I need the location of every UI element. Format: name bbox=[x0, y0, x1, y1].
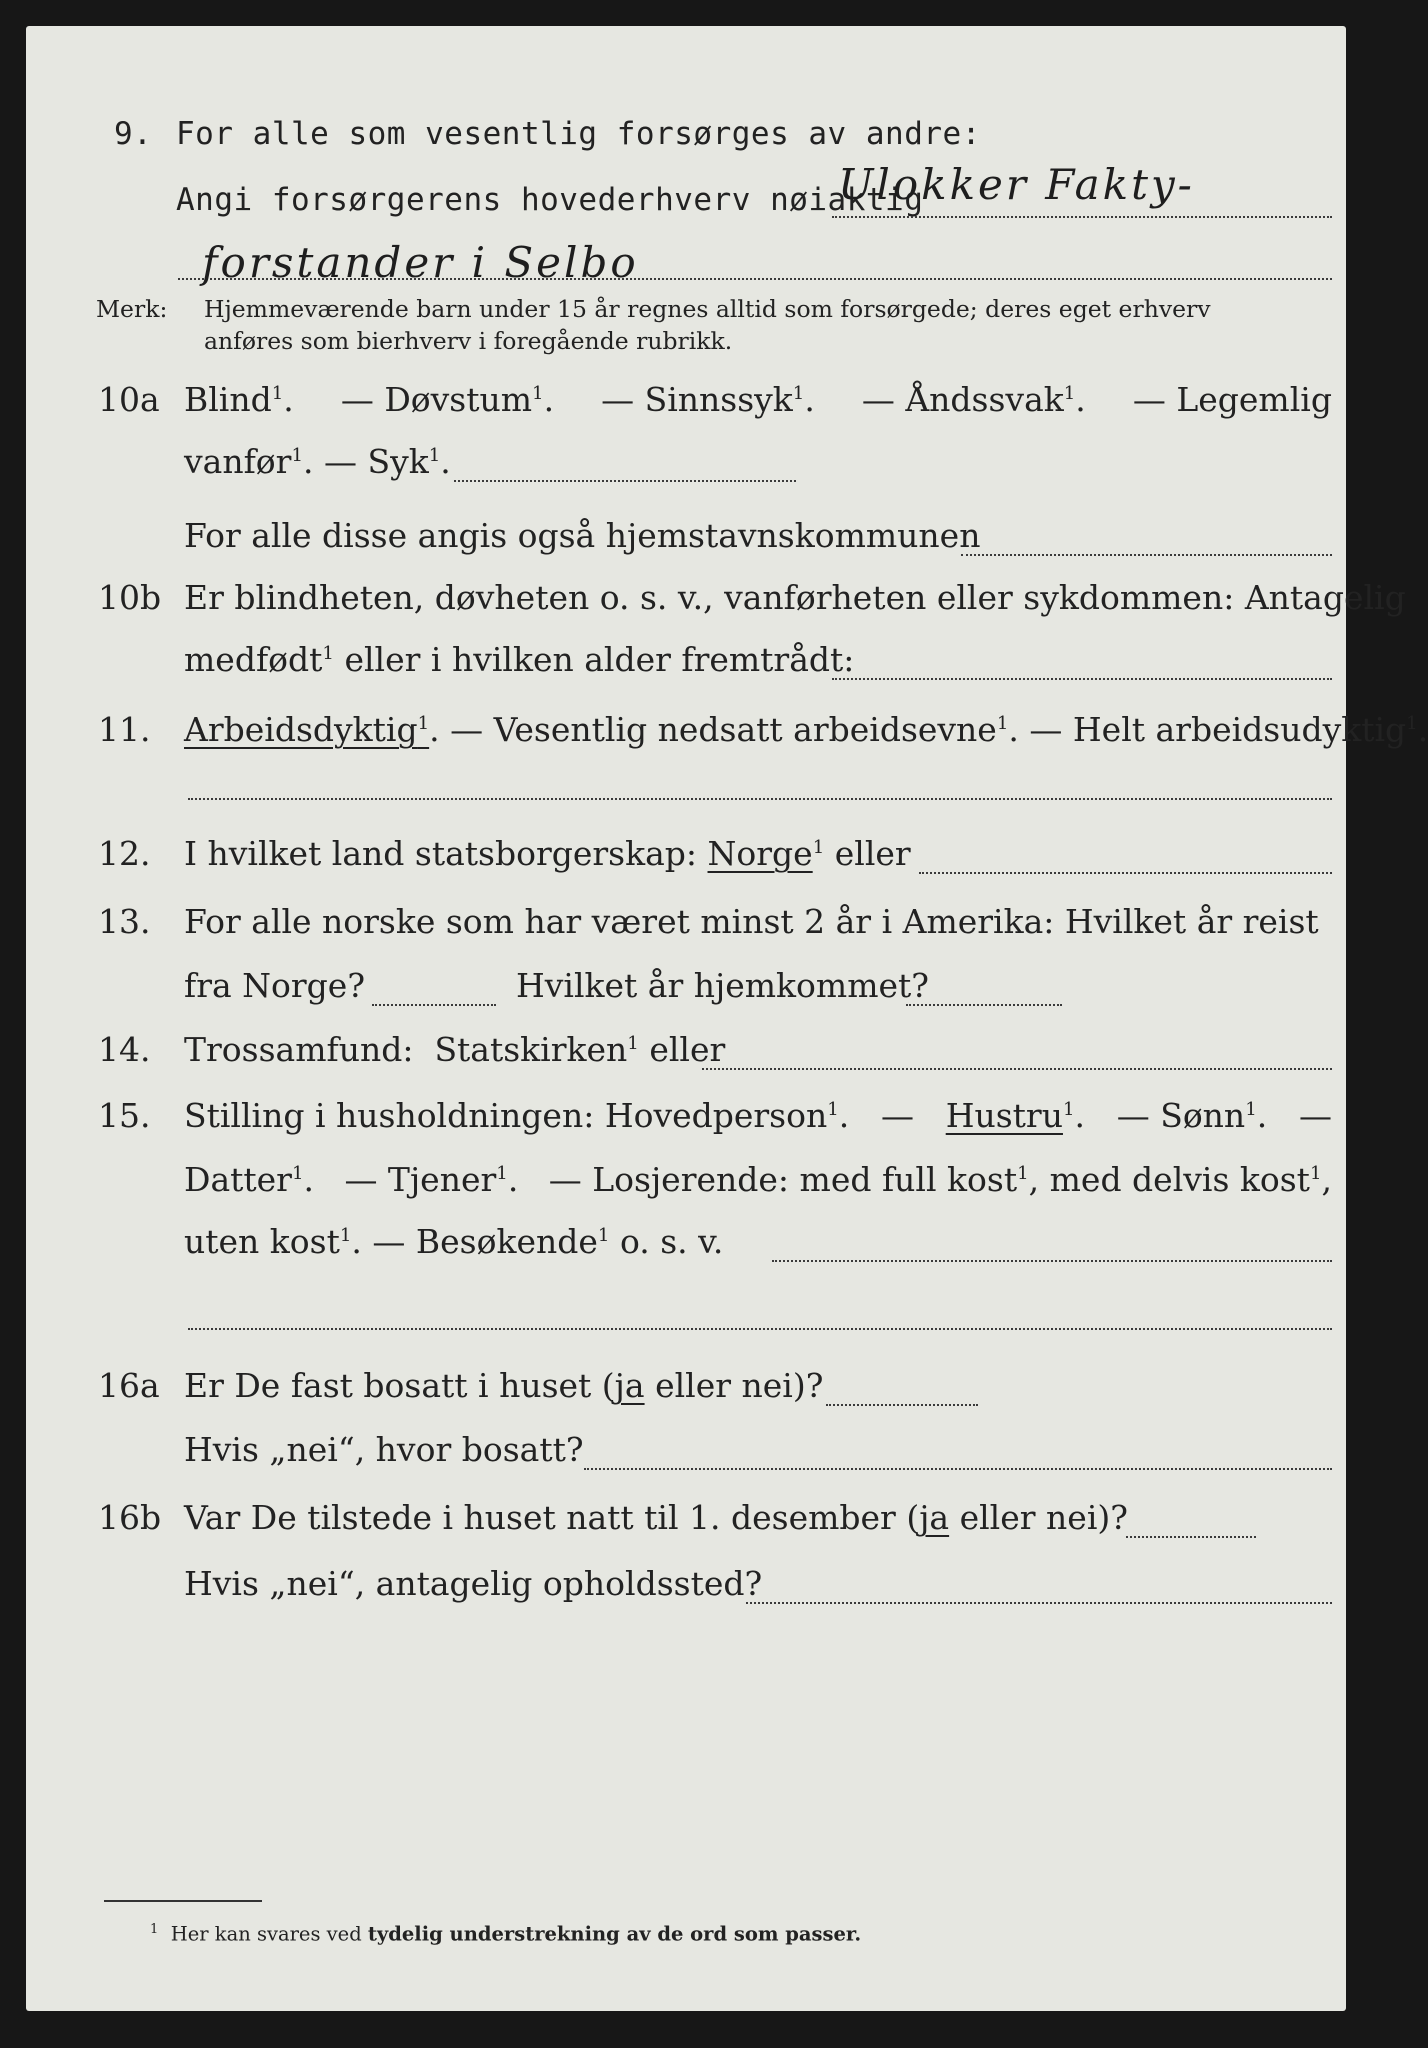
q9-handwritten-answer-2: forstander i Selbo bbox=[202, 238, 639, 287]
q16b-number: 16b bbox=[98, 1498, 162, 1537]
q16b-opholdssted-answer-line[interactable] bbox=[746, 1602, 1332, 1604]
q10b-line2: medfødt$^1$ eller i hvilken alder fremtrådt: bbox=[184, 640, 855, 679]
q16a-bosatt-answer-line[interactable] bbox=[584, 1468, 1332, 1470]
opt-dovstum[interactable]: — Døvstum$^1$. bbox=[340, 380, 555, 419]
opt-16a-ja[interactable]: ja bbox=[614, 1366, 645, 1405]
q13-hjemkommet-answer-line[interactable] bbox=[906, 1004, 1062, 1006]
opt-statskirken[interactable]: Statskirken$^1$ bbox=[434, 1030, 639, 1069]
q15-answer-line-2[interactable] bbox=[188, 1328, 1332, 1330]
q9-line2: Angi forsørgerens hovederhverv nøiaktig bbox=[176, 182, 924, 218]
q15-line2 bbox=[184, 1160, 1332, 1200]
merk-line2: anføres som bierhverv i foregående rubrikk. bbox=[204, 327, 733, 355]
opt-vesentlig[interactable]: . — Vesentlig nedsatt arbeidsevne$^1$. bbox=[429, 710, 1019, 749]
census-form-page bbox=[26, 26, 1428, 2011]
q13-number: 13. bbox=[98, 902, 151, 941]
opt-blind[interactable]: Blind$^1$. bbox=[184, 380, 294, 419]
q10a-number: 10a bbox=[98, 380, 160, 419]
q14-answer-line[interactable] bbox=[702, 1068, 1332, 1070]
opt-medfodt[interactable]: medfødt$^1$ bbox=[184, 640, 334, 679]
opt-legemlig[interactable]: — Legemlig bbox=[1132, 380, 1332, 419]
q16a-line2: Hvis „nei“, hvor bosatt? bbox=[184, 1430, 584, 1469]
q10a-line2 bbox=[184, 442, 451, 482]
opt-datter[interactable]: Datter$^1$. bbox=[184, 1160, 315, 1199]
q13-reist-answer-line[interactable] bbox=[372, 1004, 496, 1006]
q10b-number: 10b bbox=[98, 578, 162, 617]
q13-line1: For alle norske som har været minst 2 år i Amerika: Hvilket år reist bbox=[184, 902, 1319, 941]
opt-tjener[interactable]: — Tjener$^1$. bbox=[344, 1160, 519, 1199]
q9-handwritten-answer-1: Ulokker Fakty- bbox=[838, 160, 1195, 209]
q11-line bbox=[184, 710, 1428, 750]
q12-answer-line[interactable] bbox=[919, 872, 1332, 874]
opt-andssvak[interactable]: — Åndssvak$^1$. bbox=[861, 380, 1086, 419]
q13-line2b: Hvilket år hjemkommet? bbox=[516, 966, 929, 1005]
q10b-line1: Er blindheten, døvheten o. s. v., vanførheten eller sykdommen: Antagelig bbox=[184, 578, 1406, 617]
opt-vanfor[interactable]: vanfør$^1$. bbox=[184, 442, 314, 481]
merk-label: Merk: bbox=[96, 295, 168, 323]
q9-line1: For alle som vesentlig forsørges av andre: bbox=[176, 116, 981, 152]
opt-hustru[interactable]: Hustru$^1$. bbox=[945, 1096, 1086, 1135]
q15-line3: uten kost$^1$. — Besøkende$^1$ o. s. v. bbox=[184, 1222, 724, 1261]
q12-line: I hvilket land statsborgerskap: Norge$^1$ eller bbox=[184, 834, 911, 873]
q9-number: 9. bbox=[114, 116, 153, 152]
q15-answer-line-1[interactable] bbox=[772, 1260, 1332, 1262]
q11-number: 11. bbox=[98, 710, 151, 749]
q16b-line1: Var De tilstede i huset natt til 1. desember (ja eller nei)? bbox=[184, 1498, 1128, 1537]
opt-16b-ja[interactable]: ja bbox=[919, 1498, 950, 1537]
q10b-answer-line[interactable] bbox=[832, 678, 1332, 680]
footnote-rule bbox=[104, 1900, 262, 1902]
q12-number: 12. bbox=[98, 834, 151, 873]
q14-number: 14. bbox=[98, 1030, 151, 1069]
q10a-line3: For alle disse angis også hjemstavnskommunen bbox=[184, 516, 981, 555]
opt-besokende[interactable]: — Besøkende$^1$ bbox=[372, 1222, 610, 1261]
q9-answer-line-1[interactable] bbox=[832, 216, 1332, 218]
q15-number: 15. bbox=[98, 1096, 151, 1135]
q11-answer-line[interactable] bbox=[188, 798, 1332, 800]
footnote: $^1$ Her kan svares ved tydelig understrekning av de ord som passer. bbox=[150, 1922, 862, 1946]
opt-helt[interactable]: — Helt arbeidsudyktig$^1$. bbox=[1029, 710, 1428, 749]
q10a-hjemstavn-answer-line[interactable] bbox=[961, 554, 1332, 556]
opt-norge[interactable]: Norge bbox=[707, 834, 813, 873]
merk-line1: Hjemmeværende barn under 15 år regnes alltid som forsørgede; deres eget erhverv bbox=[204, 295, 1211, 323]
opt-sonn[interactable]: — Sønn$^1$. bbox=[1116, 1096, 1268, 1135]
q10a-line1 bbox=[184, 380, 1332, 420]
q16b-answer-line[interactable] bbox=[1126, 1536, 1256, 1538]
q16a-line1: Er De fast bosatt i huset (ja eller nei)? bbox=[184, 1366, 824, 1405]
opt-arbeidsdyktig[interactable]: Arbeidsdyktig$^1$ bbox=[184, 710, 430, 749]
opt-full-kost[interactable]: — Losjerende: med full kost$^1$, med delvis kost$^1$, bbox=[548, 1160, 1332, 1199]
q16a-number: 16a bbox=[98, 1366, 160, 1405]
q14-line: Trossamfund: Statskirken$^1$ eller bbox=[184, 1030, 726, 1069]
q15-line1: Stilling i husholdningen: Hovedperson$^1$. — Hustru$^1$. — Sønn$^1$. — bbox=[184, 1096, 1332, 1135]
q13-line2a: fra Norge? bbox=[184, 966, 366, 1005]
q10a-syk-answer-line[interactable] bbox=[454, 480, 796, 482]
opt-syk[interactable]: — Syk$^1$. bbox=[323, 442, 451, 481]
opt-sinnssyk[interactable]: — Sinnssyk$^1$. bbox=[601, 380, 815, 419]
opt-uten-kost[interactable]: uten kost$^1$. bbox=[184, 1222, 362, 1261]
q16b-line2: Hvis „nei“, antagelig opholdssted? bbox=[184, 1564, 763, 1603]
opt-hovedperson[interactable]: Stilling i husholdningen: Hovedperson$^1$. bbox=[184, 1096, 850, 1135]
q16a-answer-line[interactable] bbox=[826, 1404, 978, 1406]
